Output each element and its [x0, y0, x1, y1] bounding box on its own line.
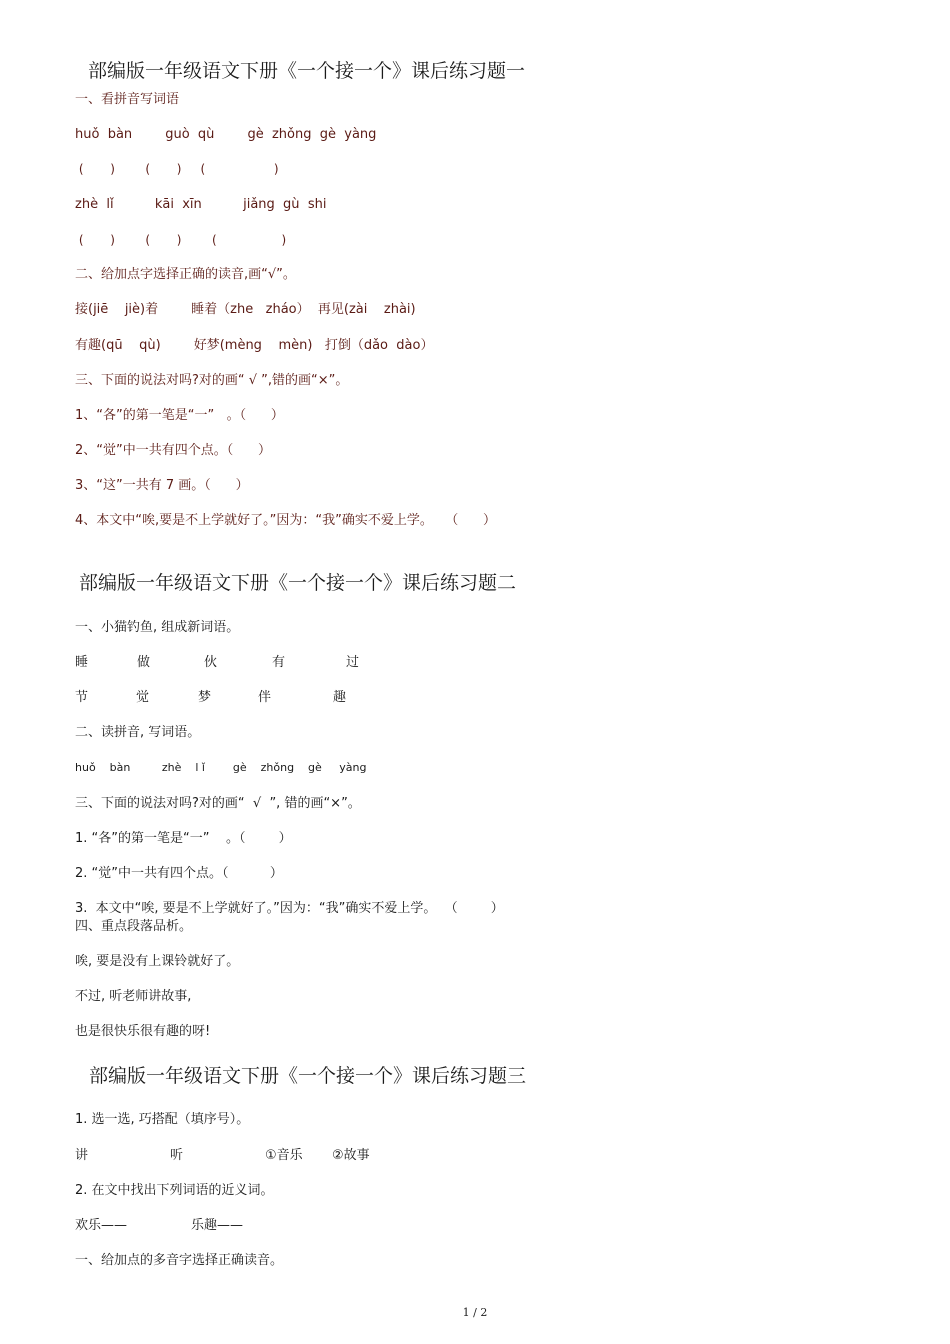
match-word: 讲 — [75, 1148, 89, 1163]
sec2-question1: 一、小猫钓鱼, 组成新词语。 — [75, 620, 240, 635]
match-option: ①音乐 — [265, 1148, 303, 1163]
match-word: 听 — [170, 1148, 184, 1163]
sec1-statement3: 3、“这”一共有 7 画。（ ） — [75, 478, 249, 493]
word-char: 趣 — [333, 690, 347, 705]
word-char: 做 — [137, 655, 151, 670]
word-char: 节 — [75, 690, 89, 705]
sec1-pinyin-row1: huǒ bàn guò qù gè zhǒng gè yàng — [75, 127, 377, 142]
sec3-question3: 一、给加点的多音字选择正确读音。 — [75, 1253, 284, 1268]
sec2-passage-line3: 也是很快乐很有趣的呀! — [75, 1024, 211, 1039]
word-char: 伙 — [204, 655, 218, 670]
match-option: ②故事 — [332, 1148, 370, 1163]
sec2-question3: 三、下面的说法对吗?对的画“ √ ”, 错的画“×”。 — [75, 796, 361, 811]
sec2-question4: 四、重点段落品析。 — [75, 919, 193, 934]
sec1-reading-row1: 接(jiē jiè)着 睡着（zhe zháo） 再见(zài zhài) — [75, 302, 416, 317]
sec1-question2: 二、给加点字选择正确的读音,画“√”。 — [75, 267, 296, 282]
page-number: 1 / 2 — [462, 1306, 488, 1319]
sec1-reading-row2: 有趣(qū qù) 好梦(mèng mèn) 打倒（dǎo dào） — [75, 338, 434, 353]
sec1-statement4: 4、本文中“唉,要是不上学就好了。”因为：“我”确实不爱上学。 （ ） — [75, 513, 497, 528]
sec3-question2: 2. 在文中找出下列词语的近义词。 — [75, 1183, 274, 1198]
sec2-passage-line2: 不过, 听老师讲故事, — [75, 989, 192, 1004]
word-char: 梦 — [198, 690, 212, 705]
word-char: 觉 — [136, 690, 150, 705]
word-char: 睡 — [75, 655, 89, 670]
word-char: 伴 — [258, 690, 272, 705]
section1-title: 部编版一年级语文下册《一个接一个》课后练习题一 — [88, 60, 526, 82]
synonym-item: 乐趣—— — [191, 1218, 244, 1233]
section2-title: 部编版一年级语文下册《一个接一个》课后练习题二 — [79, 572, 517, 594]
sec1-question3: 三、下面的说法对吗?对的画“ √ ”,错的画“×”。 — [75, 373, 349, 388]
sec1-blanks-row2: ( ) ( ) ( ) — [75, 233, 287, 247]
word-char: 有 — [272, 655, 286, 670]
sec1-statement1: 1、“各”的第一笔是“一” 。（ ） — [75, 408, 284, 423]
section3-title: 部编版一年级语文下册《一个接一个》课后练习题三 — [89, 1065, 527, 1087]
sec3-question1: 1. 选一选, 巧搭配（填序号）。 — [75, 1112, 250, 1127]
sec2-statement2: 2. “觉”中一共有四个点。（ ） — [75, 866, 283, 881]
sec2-pinyin-row: huǒ bàn zhè l ǐ gè zhǒng gè yàng — [75, 761, 367, 774]
sec2-question2: 二、读拼音, 写词语。 — [75, 725, 201, 740]
sec1-statement2: 2、“觉”中一共有四个点。（ ） — [75, 443, 272, 458]
sec2-passage-line1: 唉, 要是没有上课铃就好了。 — [75, 954, 240, 969]
word-char: 过 — [346, 655, 360, 670]
sec1-question1: 一、看拼音写词语 — [75, 92, 180, 107]
sec1-pinyin-row2: zhè lǐ kāi xīn jiǎng gù shi — [75, 197, 327, 212]
sec2-statement1: 1. “各”的第一笔是“一” 。（ ） — [75, 831, 292, 846]
synonym-item: 欢乐—— — [75, 1218, 128, 1233]
sec1-blanks-row1: ( ) ( ) ( ) — [75, 162, 279, 176]
sec2-statement3: 3. 本文中“唉, 要是不上学就好了。”因为：“我”确实不爱上学。 （ ） — [75, 901, 504, 916]
